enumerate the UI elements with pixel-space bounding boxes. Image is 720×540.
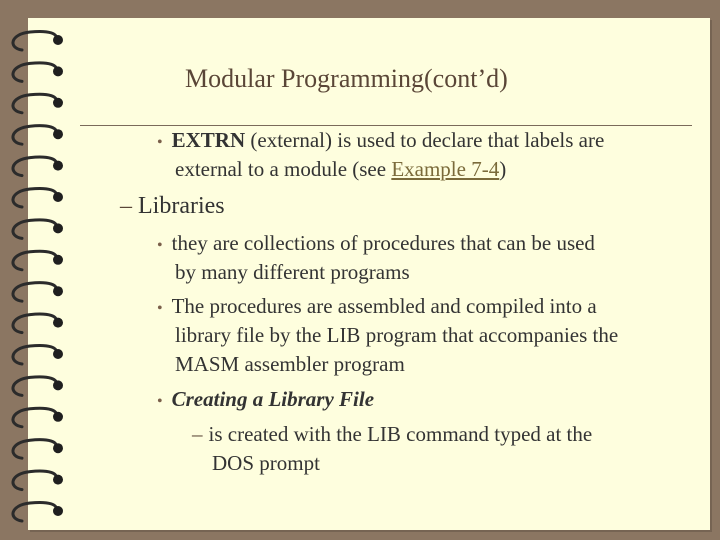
spiral-hole: [53, 255, 63, 265]
spiral-ring: [13, 283, 56, 302]
spiral-ring: [13, 251, 56, 270]
spiral-hole: [53, 349, 63, 359]
example-link[interactable]: Example 7-4: [391, 157, 500, 181]
spiral-hole: [53, 66, 63, 76]
bullet-extrn-line2: [175, 157, 506, 182]
bullet-procedures-line3: [175, 352, 405, 377]
dash-marker: –: [192, 422, 203, 446]
dash-marker: –: [120, 193, 132, 219]
extrn-text-a: (external) is used to declare that labels are: [245, 128, 605, 152]
spiral-hole: [53, 443, 63, 453]
bullet-collections-line2: [175, 260, 410, 285]
spiral-ring: [13, 63, 56, 82]
spiral-ring: [13, 126, 56, 145]
bullet-library-file: [157, 387, 374, 412]
spiral-hole: [53, 98, 63, 108]
library-file-sub-line1: [192, 422, 592, 447]
bullet-collections-line1: [157, 231, 595, 256]
spiral-ring: [13, 471, 56, 490]
spiral-ring: [13, 31, 56, 50]
spiral-hole: [53, 286, 63, 296]
spiral-ring: [13, 440, 56, 459]
spiral-hole: [53, 129, 63, 139]
bullet-marker: •: [157, 237, 163, 254]
bullet-marker: •: [157, 393, 163, 410]
library-file-sub-line2: [212, 451, 320, 476]
slide-title: Modular Programming(cont’d): [185, 64, 508, 93]
bullet-extrn-line1: [157, 128, 604, 153]
extrn-keyword: EXTRN: [171, 128, 246, 152]
spiral-hole: [53, 475, 63, 485]
bullet-marker: •: [157, 300, 163, 317]
spiral-ring: [13, 408, 56, 427]
bullet-procedures-line1: [157, 294, 597, 319]
collections-text-2: by many different programs: [175, 260, 410, 284]
extrn-text-b-suffix: ): [499, 157, 507, 181]
spiral-ring: [13, 377, 56, 396]
spiral-binding-icon: [0, 0, 80, 540]
spiral-ring: [13, 220, 56, 239]
spiral-ring: [13, 157, 56, 176]
spiral-hole: [53, 223, 63, 233]
library-file-label: Creating a Library File: [171, 387, 375, 411]
bullet-marker: •: [157, 134, 163, 151]
spiral-ring: [13, 94, 56, 113]
spiral-ring: [13, 188, 56, 207]
bullet-procedures-line2: [175, 323, 618, 348]
spiral-ring: [13, 502, 56, 521]
spiral-hole: [53, 412, 63, 422]
spiral-hole: [53, 506, 63, 516]
libraries-label: Libraries: [138, 193, 225, 219]
extrn-text-b-prefix: external to a module (see: [175, 157, 392, 181]
spiral-hole: [53, 192, 63, 202]
procedures-text-1: The procedures are assembled and compiled into a: [171, 294, 597, 318]
collections-text-1: they are collections of procedures that can be used: [171, 231, 595, 255]
library-file-text-1: is created with the LIB command typed at the: [208, 422, 593, 446]
spiral-ring: [13, 345, 56, 364]
spiral-hole: [53, 380, 63, 390]
spiral-hole: [53, 161, 63, 171]
procedures-text-3: MASM assembler program: [175, 352, 405, 376]
libraries-heading: [120, 193, 225, 220]
spiral-hole: [53, 318, 63, 328]
title-divider: [80, 125, 692, 126]
library-file-text-2: DOS prompt: [212, 451, 320, 475]
spiral-ring: [13, 314, 56, 333]
procedures-text-2: library file by the LIB program that accompanies the: [175, 323, 619, 347]
spiral-hole: [53, 35, 63, 45]
